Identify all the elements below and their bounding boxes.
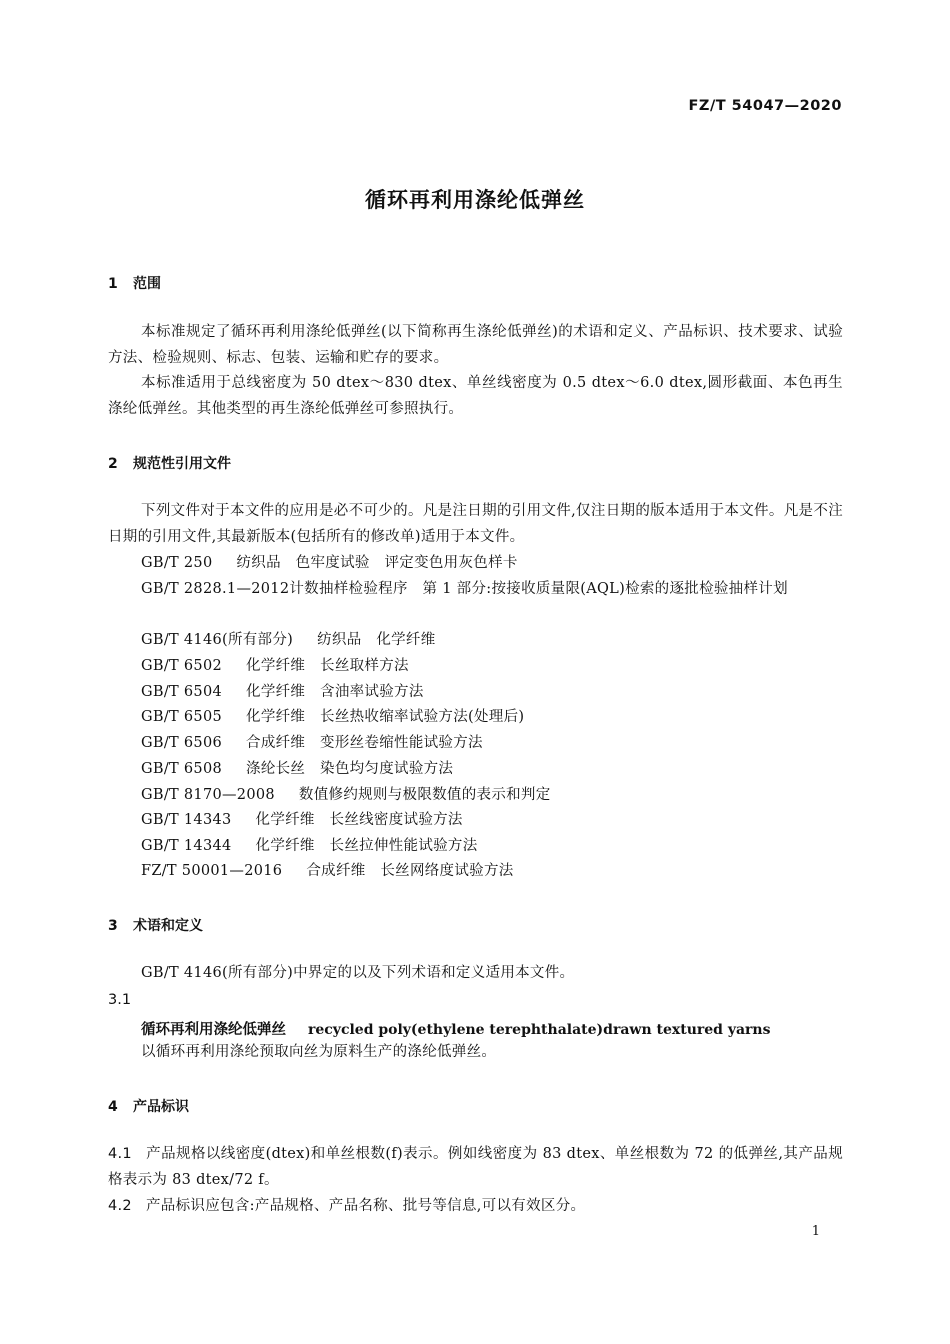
reference-item: [141, 783, 551, 809]
clause-number: 4.2: [108, 1198, 132, 1214]
term-definition: 以循环再利用涤纶预取向丝为原料生产的涤纶低弹丝。: [141, 1044, 497, 1060]
reference-item: [141, 757, 453, 783]
reference-item: [141, 705, 524, 731]
reference-title: 化学纤维 长丝线密度试验方法: [255, 812, 463, 828]
reference-item: [141, 628, 436, 654]
term-chinese: 循环再利用涤纶低弹丝: [141, 1022, 286, 1038]
reference-title: 化学纤维 长丝热收缩率试验方法(处理后): [246, 709, 525, 725]
section-3-paragraph-1: GB/T 4146(所有部分)中界定的以及下列术语和定义适用本文件。: [141, 965, 575, 981]
reference-item: [141, 654, 409, 680]
standard-code: FZ/T 54047—2020: [688, 98, 842, 114]
reference-title: 化学纤维 含油率试验方法: [246, 684, 424, 700]
section-number: 1: [108, 276, 118, 292]
reference-code: GB/T 6504: [141, 684, 223, 700]
reference-title: 计数抽样检验程序 第 1 部分:按接收质量限(AQL)检索的逐批检验抽样计划: [289, 581, 788, 597]
page-number: 1: [811, 1224, 820, 1239]
reference-code: GB/T 14344: [141, 838, 232, 854]
section-number: 4: [108, 1099, 118, 1115]
reference-item: [141, 859, 514, 885]
clause-4-2: [108, 1194, 843, 1220]
section-3-heading: [108, 915, 203, 935]
reference-code: GB/T 250: [141, 555, 213, 571]
section-1-heading: [108, 273, 161, 293]
section-number: 2: [108, 456, 118, 472]
reference-title: 合成纤维 长丝网络度试验方法: [306, 863, 514, 879]
reference-item: [108, 577, 843, 603]
reference-item: [141, 731, 483, 757]
clause-4-1: [108, 1142, 843, 1193]
section-2-paragraph-1: 下列文件对于本文件的应用是必不可少的。凡是注日期的引用文件,仅注日期的版本适用于本文件。凡是不注日期的引用文件,其最新版本(包括所有的修改单)适用于本文件。: [108, 503, 843, 545]
term-english: recycled poly(ethylene terephthalate)drawn textured yarns: [308, 1022, 771, 1038]
reference-item: [141, 680, 424, 706]
reference-item: [141, 834, 478, 860]
clause-text: 产品标识应包含:产品规格、产品名称、批号等信息,可以有效区分。: [146, 1198, 586, 1214]
reference-code: GB/T 8170—2008: [141, 787, 275, 803]
section-1-paragraph-2: 本标准适用于总线密度为 50 dtex～830 dtex、单丝线密度为 0.5 dtex～6.0 dtex,圆形截面、本色再生涤纶低弹丝。其他类型的再生涤纶低弹丝可参照执行。: [108, 375, 843, 417]
section-title: 产品标识: [133, 1099, 189, 1115]
reference-item: [141, 808, 463, 834]
term-entry: [141, 1018, 770, 1039]
reference-code: GB/T 4146(所有部分): [141, 632, 294, 648]
reference-item: [141, 551, 518, 577]
reference-title: 涤纶长丝 染色均匀度试验方法: [246, 761, 454, 777]
reference-title: 纺织品 化学纤维: [317, 632, 436, 648]
reference-code: GB/T 14343: [141, 812, 232, 828]
section-title: 范围: [133, 276, 161, 292]
term-number: 3.1: [108, 992, 132, 1008]
reference-code: FZ/T 50001—2016: [141, 863, 283, 879]
reference-title: 数值修约规则与极限数值的表示和判定: [298, 787, 551, 803]
reference-title: 纺织品 色牢度试验 评定变色用灰色样卡: [236, 555, 518, 571]
clause-number: 4.1: [108, 1146, 132, 1162]
reference-title: 化学纤维 长丝取样方法: [246, 658, 409, 674]
section-2-heading: [108, 453, 231, 473]
clause-text: 产品规格以线密度(dtex)和单丝根数(f)表示。例如线密度为 83 dtex、单丝根数为 72 的低弹丝,其产品规格表示为 83 dtex/72 f。: [108, 1146, 843, 1188]
section-1-paragraph-1: 本标准规定了循环再利用涤纶低弹丝(以下简称再生涤纶低弹丝)的术语和定义、产品标识、技术要求、试验方法、检验规则、标志、包装、运输和贮存的要求。: [108, 324, 843, 366]
section-title: 术语和定义: [133, 918, 203, 934]
section-title: 规范性引用文件: [133, 456, 231, 472]
section-4-heading: [108, 1096, 189, 1116]
document-title: 循环再利用涤纶低弹丝: [365, 188, 585, 212]
reference-code: GB/T 6502: [141, 658, 223, 674]
reference-code: GB/T 2828.1—2012: [141, 581, 290, 597]
reference-code: GB/T 6508: [141, 761, 223, 777]
section-number: 3: [108, 918, 118, 934]
reference-title: 化学纤维 长丝拉伸性能试验方法: [255, 838, 478, 854]
reference-code: GB/T 6505: [141, 709, 223, 725]
reference-code: GB/T 6506: [141, 735, 223, 751]
reference-title: 合成纤维 变形丝卷缩性能试验方法: [246, 735, 483, 751]
